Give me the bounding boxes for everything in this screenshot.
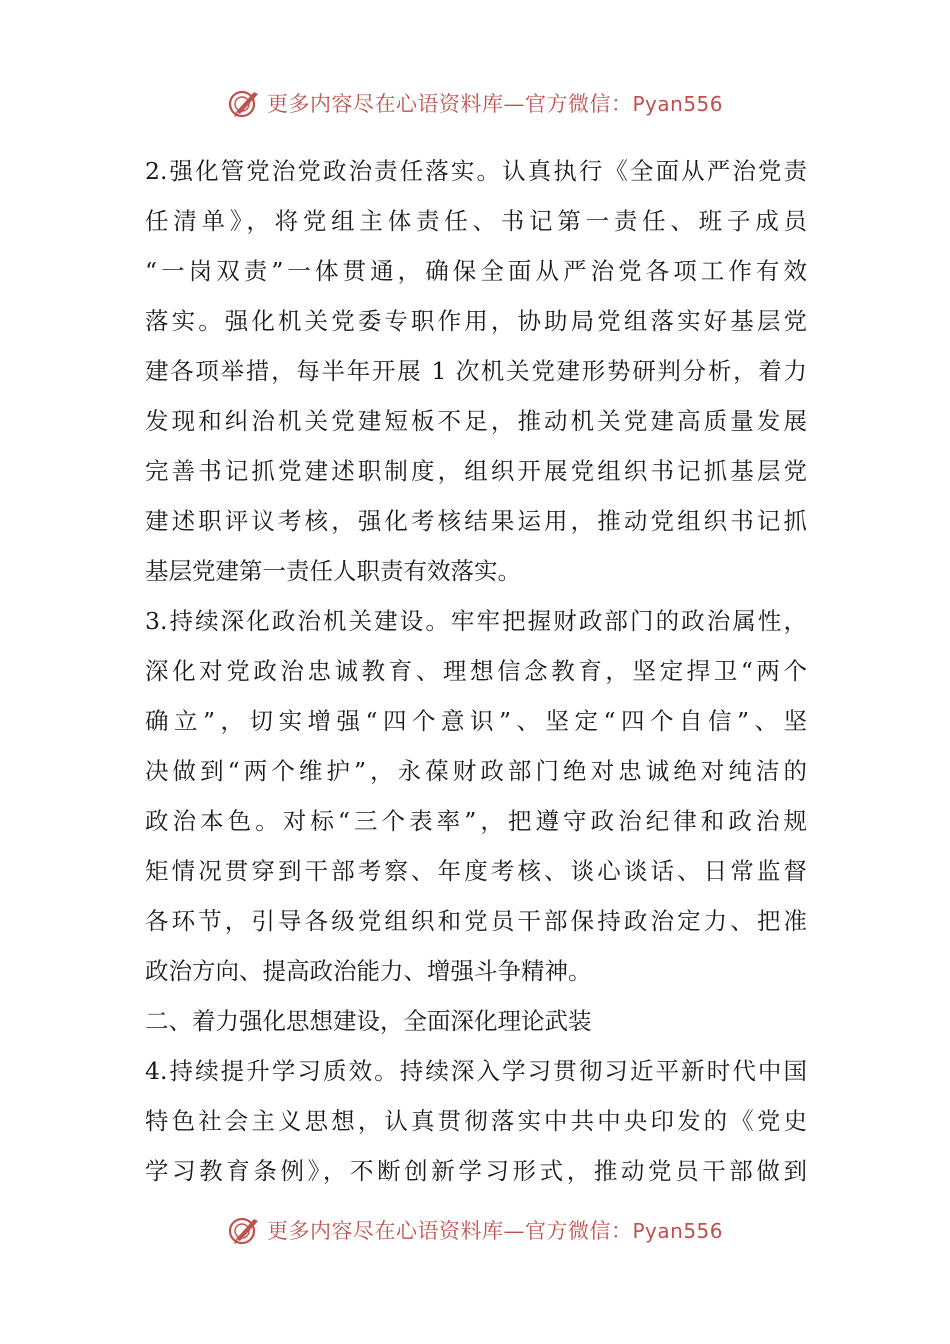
watermark-text: 更多内容尽在心语资料库—官方微信： bbox=[266, 1219, 633, 1243]
body-line: 建各项举措，每半年开展 1 次机关党建形势研判分析，着力 bbox=[145, 357, 807, 385]
body-line: 基层党建第一责任人职责有效落实。 bbox=[145, 557, 521, 585]
body-line: 学习教育条例》，不断创新学习形式，推动党员干部做到 bbox=[145, 1157, 807, 1185]
body-line: 政治方向、提高政治能力、增强斗争精神。 bbox=[145, 957, 592, 985]
watermark-text: 更多内容尽在心语资料库—官方微信： bbox=[266, 92, 633, 116]
body-line: 深化对党政治忠诚教育、理想信念教育，坚定捍卫“两个 bbox=[145, 657, 807, 685]
header-watermark bbox=[0, 83, 950, 123]
wechat-id: Pyan556 bbox=[632, 92, 723, 116]
body-line: 矩情况贯穿到干部考察、年度考核、谈心谈话、日常监督 bbox=[145, 857, 807, 885]
body-line: 发现和纠治机关党建短板不足，推动机关党建高质量发展 bbox=[145, 407, 807, 435]
body-line: 确立”，切实增强“四个意识”、坚定“四个自信”、坚 bbox=[145, 707, 807, 735]
footer-watermark bbox=[0, 1210, 950, 1250]
body-line: 各环节，引导各级党组织和党员干部保持政治定力、把准 bbox=[145, 907, 807, 935]
body-line: 建述职评议考核，强化考核结果运用，推动党组织书记抓 bbox=[145, 507, 807, 535]
body-line: 2.强化管党治党政治责任落实。认真执行《全面从严治党责 bbox=[145, 157, 807, 185]
document-body bbox=[145, 146, 807, 1196]
body-line: 3.持续深化政治机关建设。牢牢把握财政部门的政治属性， bbox=[145, 607, 807, 635]
wechat-id: Pyan556 bbox=[632, 1219, 723, 1243]
body-line: 特色社会主义思想，认真贯彻落实中共中央印发的《党史 bbox=[145, 1107, 807, 1135]
section-heading: 二、着力强化思想建设，全面深化理论武装 bbox=[145, 1007, 592, 1035]
body-line: 决做到“两个维护”，永葆财政部门绝对忠诚绝对纯洁的 bbox=[145, 757, 807, 785]
body-line: 落实。强化机关党委专职作用，协助局党组落实好基层党 bbox=[145, 307, 807, 335]
body-line: 4.持续提升学习质效。持续深入学习贯彻习近平新时代中国 bbox=[145, 1057, 807, 1085]
body-line: “一岗双责”一体贯通，确保全面从严治党各项工作有效 bbox=[145, 257, 807, 285]
body-line: 政治本色。对标“三个表率”，把遵守政治纪律和政治规 bbox=[145, 807, 807, 835]
body-line: 任清单》，将党组主体责任、书记第一责任、班子成员 bbox=[145, 207, 807, 235]
pen-seal-icon bbox=[227, 86, 261, 120]
body-line: 完善书记抓党建述职制度，组织开展党组织书记抓基层党 bbox=[145, 457, 807, 485]
pen-seal-icon bbox=[227, 1213, 261, 1247]
